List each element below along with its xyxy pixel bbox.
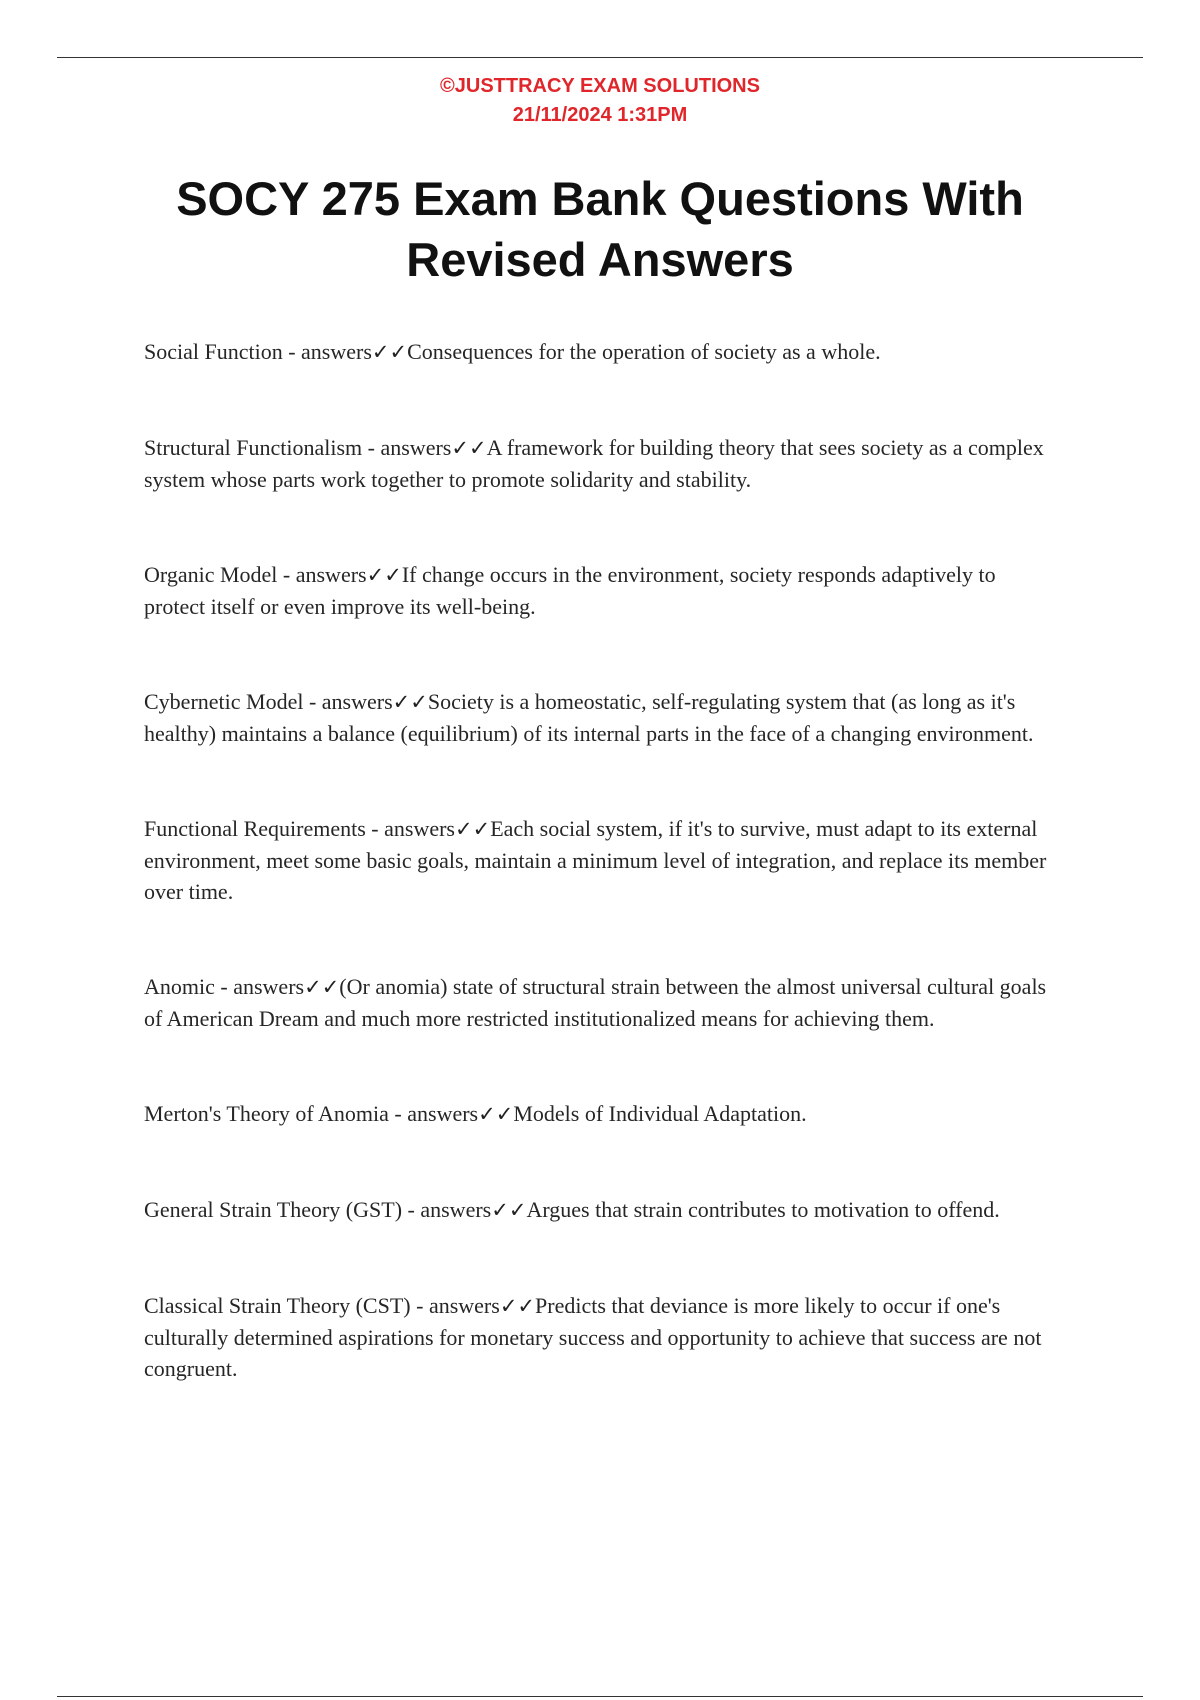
watermark-stamp xyxy=(0,72,1200,130)
entry-definition: Consequences for the operation of society as a whole. xyxy=(407,339,881,364)
watermark-line-1: ©JUSTTRACY EXAM SOLUTIONS xyxy=(440,75,760,97)
entry-definition: Predicts that deviance is more likely to occur if one's culturally determined aspirations for monetary success and opportunity to achieve that success are not congruent. xyxy=(144,1293,1042,1381)
qa-entry: Functional Requirements - answers✓✓Each social system, if it's to survive, must adapt to its external environment, meet some basic goals, maintain a minimum level of integration, and replace its member over time. xyxy=(144,816,1047,904)
entry-term: Organic Model xyxy=(144,562,278,587)
document-title: SOCY 275 Exam Bank Questions With Revised Answers xyxy=(176,172,1024,286)
entry-term: Classical Strain Theory (CST) xyxy=(144,1293,411,1318)
entry-definition: Argues that strain contributes to motivation to offend. xyxy=(526,1197,1000,1222)
entry-term: General Strain Theory (GST) xyxy=(144,1197,403,1222)
qa-entry: Merton's Theory of Anomia - answers✓✓Models of Individual Adaptation. xyxy=(144,1101,807,1126)
entry-definition: Each social system, if it's to survive, must adapt to its external environment, meet some basic goals, maintain a minimum level of integration, and replace its member over time. xyxy=(144,816,1047,904)
entry-term: Cybernetic Model xyxy=(144,689,304,714)
entry-definition: (Or anomia) state of structural strain between the almost universal cultural goals of American Dream and much more restricted institutionalized means for achieving them. xyxy=(144,974,1047,1031)
entry-term: Structural Functionalism xyxy=(144,435,363,460)
entry-definition: If change occurs in the environment, society responds adaptively to protect itself or even improve its well-being. xyxy=(144,562,996,619)
check-marks-icon: ✓✓ xyxy=(366,563,402,587)
qa-entry: Anomic - answers✓✓(Or anomia) state of structural strain between the almost universal cultural goals of American Dream and much more restricted institutionalized means for achieving them. xyxy=(144,974,1047,1031)
qa-entry: Structural Functionalism - answers✓✓A framework for building theory that sees society as a complex system whose parts work together to promote solidarity and stability. xyxy=(144,435,1044,492)
answer-marker: answers xyxy=(321,689,393,714)
answer-marker: answers xyxy=(380,435,452,460)
check-marks-icon: ✓✓ xyxy=(499,1294,536,1318)
watermark-line-2: 21/11/2024 1:31PM xyxy=(512,104,688,126)
qa-entry: Organic Model - answers✓✓If change occurs in the environment, society responds adaptively to protect itself or even improve its well-being. xyxy=(144,562,996,619)
answer-marker: answers xyxy=(295,562,367,587)
entry-definition: Models of Individual Adaptation. xyxy=(513,1101,807,1126)
answer-marker: answers xyxy=(301,339,372,364)
check-marks-icon: ✓✓ xyxy=(304,975,340,999)
entry-definition: A framework for building theory that sees society as a complex system whose parts work together to promote solidarity and stability. xyxy=(144,435,1044,492)
bottom-divider xyxy=(57,1696,1143,1697)
qa-entry: Social Function - answers✓✓Consequences for the operation of society as a whole. xyxy=(144,339,881,364)
qa-entry: Classical Strain Theory (CST) - answers✓✓Predicts that deviance is more likely to occur if one's culturally determined aspirations for monetary success and opportunity to achieve that success are not congruent. xyxy=(144,1293,1042,1381)
answer-marker: answers xyxy=(420,1197,492,1222)
check-marks-icon: ✓✓ xyxy=(491,1198,527,1222)
entry-term: Anomic xyxy=(144,974,215,999)
answer-marker: answers xyxy=(428,1293,500,1318)
check-marks-icon: ✓✓ xyxy=(451,436,487,460)
qa-entry: Cybernetic Model - answers✓✓Society is a homeostatic, self-regulating system that (as long as it's healthy) maintains a balance (equilibrium) of its internal parts in the face of a changing environment. xyxy=(144,689,1034,746)
entry-term: Merton's Theory of Anomia xyxy=(144,1101,389,1126)
qa-entry: General Strain Theory (GST) - answers✓✓Argues that strain contributes to motivation to offend. xyxy=(144,1197,1000,1222)
answer-marker: answers xyxy=(384,816,455,841)
answer-marker: answers xyxy=(233,974,305,999)
answer-marker: answers xyxy=(407,1101,479,1126)
check-marks-icon: ✓✓ xyxy=(371,340,408,364)
entry-term: Functional Requirements xyxy=(144,816,366,841)
top-divider xyxy=(57,57,1143,58)
qa-list xyxy=(144,336,1054,1384)
entry-definition: Society is a homeostatic, self-regulating system that (as long as it's healthy) maintains a balance (equilibrium) of its internal parts in the face of a changing environment. xyxy=(144,689,1034,746)
check-marks-icon: ✓✓ xyxy=(478,1102,514,1126)
check-marks-icon: ✓✓ xyxy=(455,817,491,841)
entry-term: Social Function xyxy=(144,339,283,364)
check-marks-icon: ✓✓ xyxy=(392,690,428,714)
